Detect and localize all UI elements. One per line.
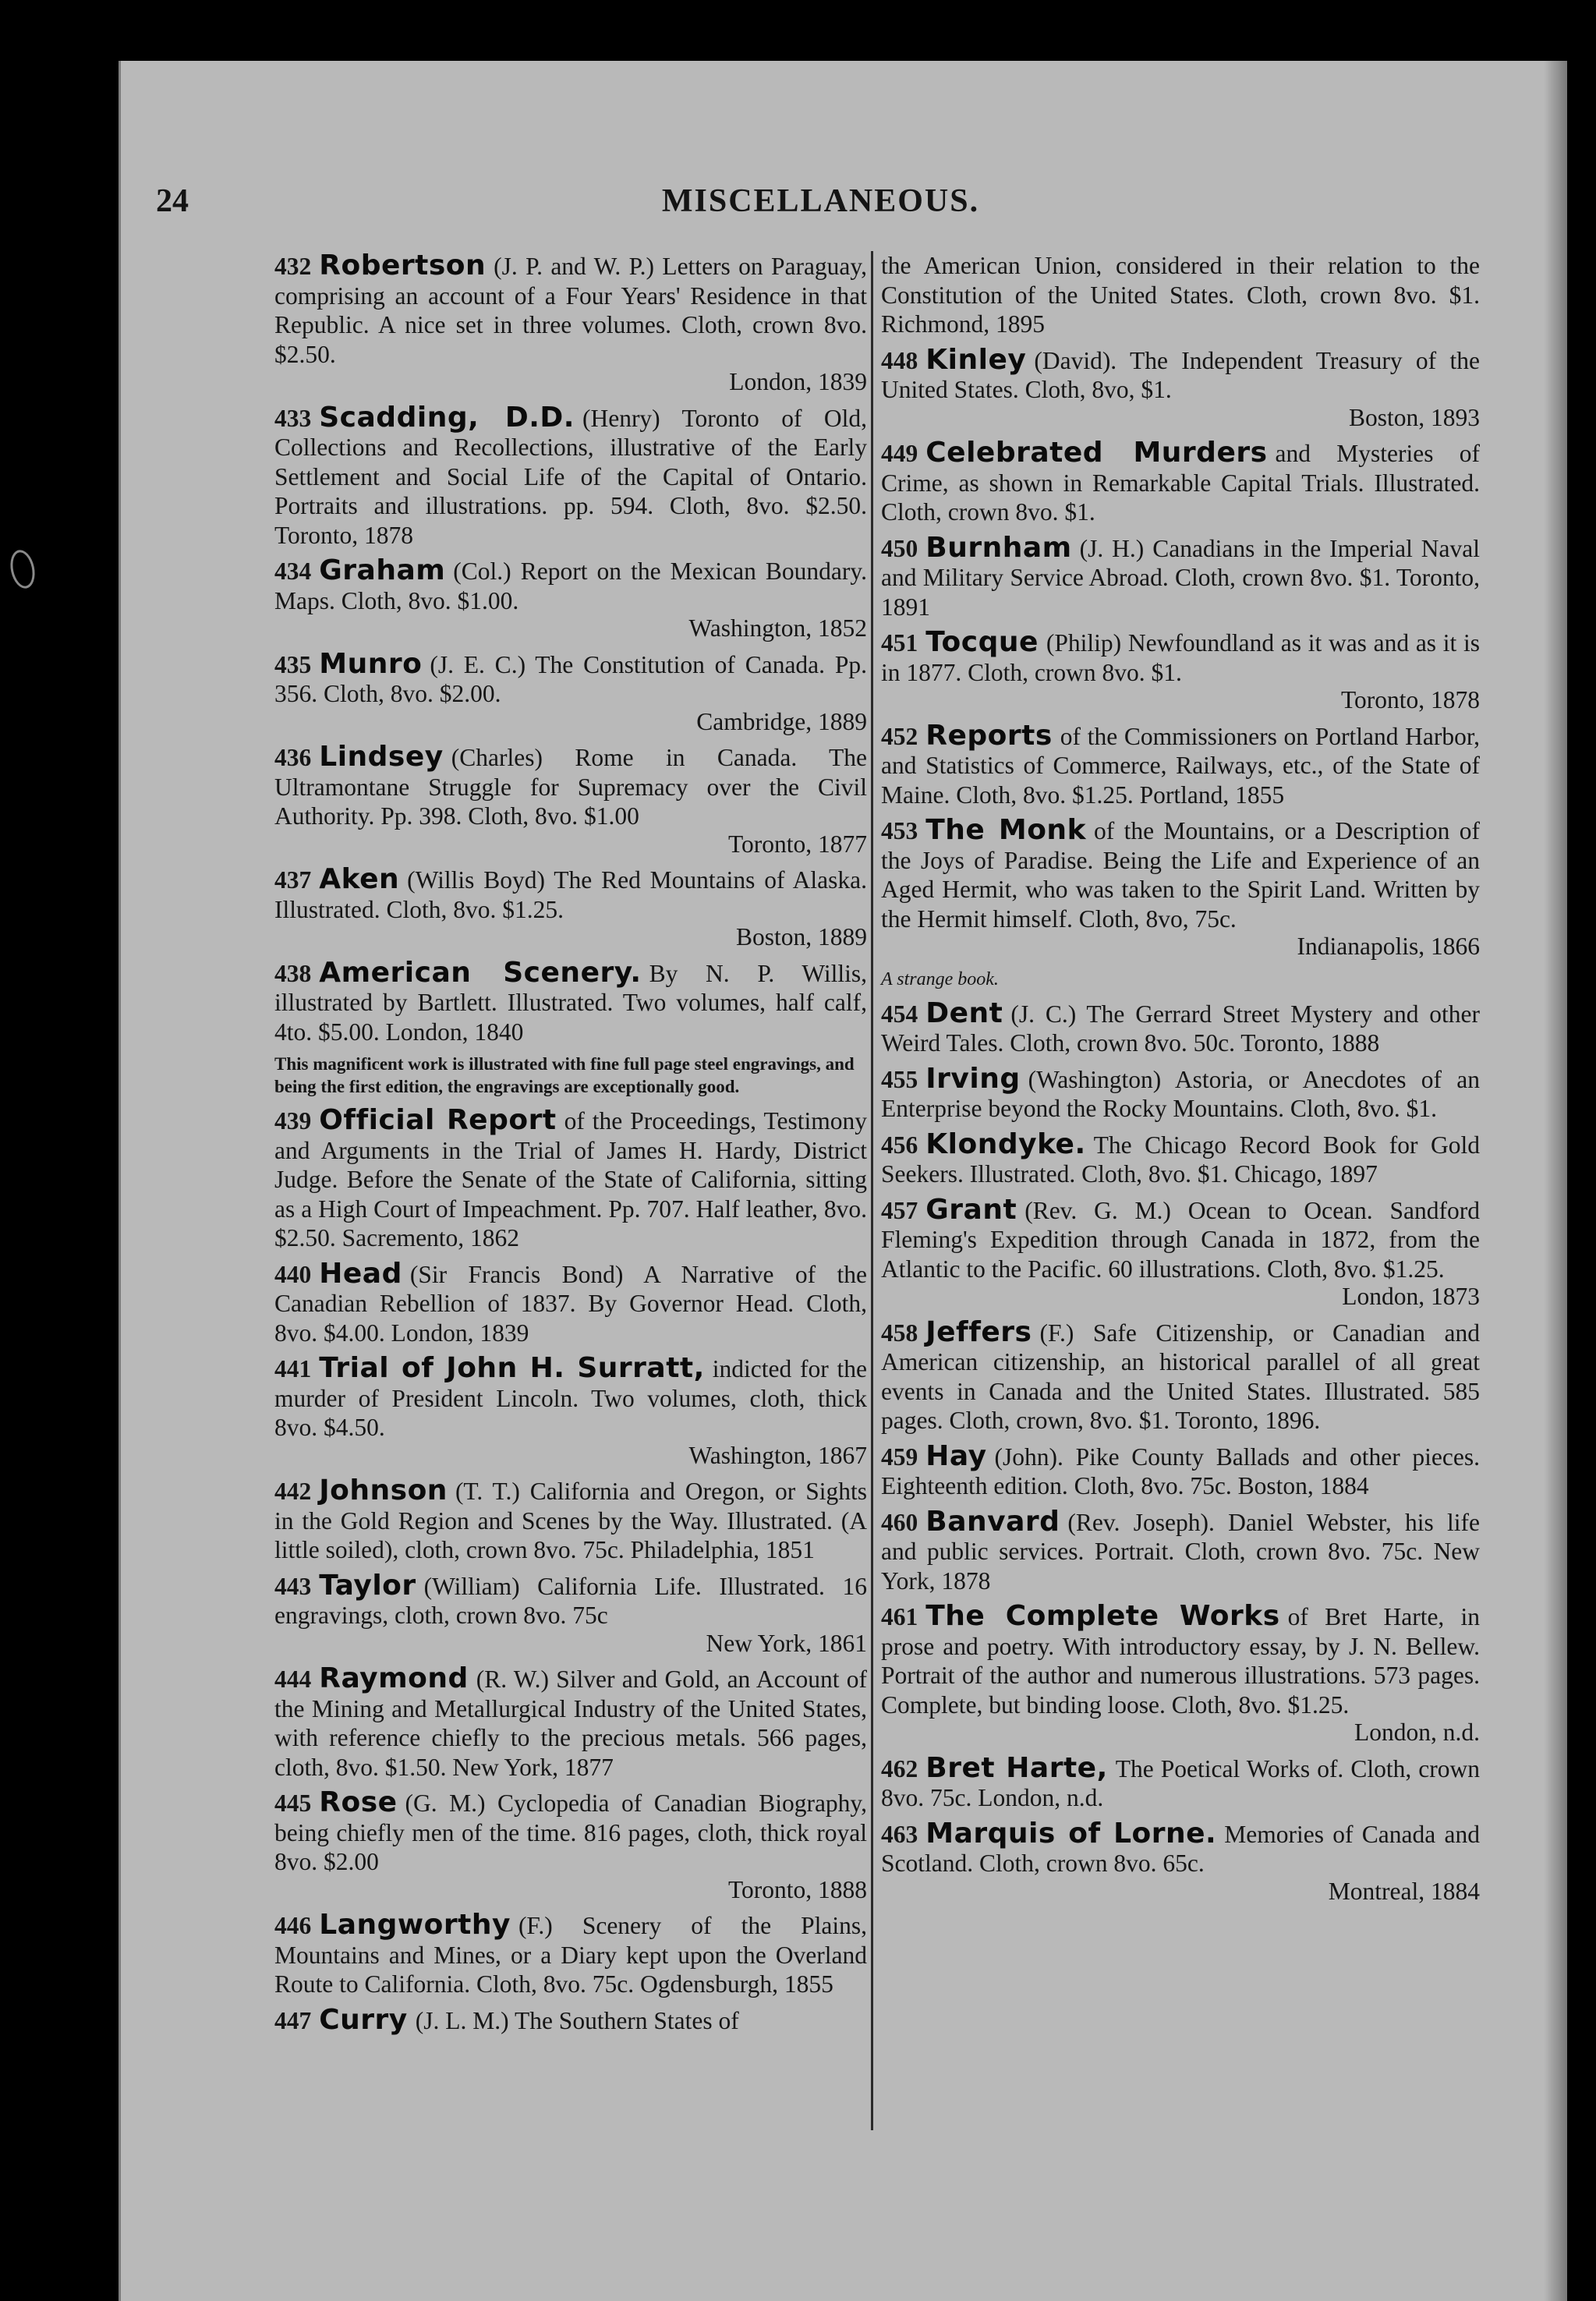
entry-author: Tocque [925,626,1039,658]
entry-author: Trial of John H. Surratt, [319,1352,705,1384]
entry-author: Grant [925,1193,1017,1226]
catalogue-entry [881,1315,1480,1435]
entry-number: 450 [881,534,918,562]
entry-number: 437 [274,866,312,894]
entry-number: 454 [881,1000,918,1028]
entry-author: The Monk [925,814,1087,846]
entry-author: Langworthy [319,1909,511,1941]
page-title: MISCELLANEOUS. [661,183,980,219]
entry-body [274,251,867,369]
entry-number: 432 [274,253,312,280]
entry-body [274,1106,867,1253]
entry-description: of the Proceedings, Testimony and Arguments in the Trial of James H. Hardy, District Judge. Before the Senate of the State of California, sitting as a High Court of Impeachment. Pp. 707. Half leather, 8vo. $2.50. Sacremento, 1862 [274,1107,867,1251]
entry-description: the American Union, considered in their relation to the Constitution of the United States. Cloth, crown 8vo. $1. Richmond, 1895 [881,252,1480,338]
entry-body [274,1571,867,1630]
entry-description: (Sir Francis Bond) A Narrative of the Canadian Rebellion of 1837. By Governor Head. Cloth, 8vo. $4.00. London, 1839 [274,1260,867,1347]
entry-description: (R. W.) Silver and Gold, an Account of the Mining and Metallurgical Industry of the United States, with reference chiefly to the precious metals. 566 pages, cloth, 8vo. $1.50. New York, 1877 [274,1666,867,1781]
entry-number: 442 [274,1478,312,1505]
catalogue-entry [881,1439,1480,1501]
entry-body [881,251,1480,339]
entry-author: Graham [319,554,446,586]
entry-number: 447 [274,2006,312,2034]
page-number: 24 [156,183,189,219]
catalogue-entry [274,1259,867,1348]
entry-imprint: London, 1873 [1342,1283,1480,1310]
entry-number: 448 [881,346,918,374]
entry-description: (William) California Life. Illustrated. 16 engravings, cloth, crown 8vo. 75c [274,1572,867,1629]
entry-author: Kinley [925,343,1027,376]
catalogue-entry [881,533,1480,622]
entry-imprint: London, 1839 [729,368,867,395]
entry-body [881,1602,1480,1719]
entry-author: Robertson [319,250,487,281]
entry-author: Head [319,1257,402,1290]
catalogue-entry [881,1602,1480,1747]
catalogue-entry [274,865,867,952]
entry-author: Klondyke. [925,1127,1086,1160]
entry-description: (Henry) Toronto of Old, Collections and Recollections, illustrative of the Early Settlement and Social Life of the Capital of Ontario. Portraits and illustrations. pp. 594. Cloth, 8vo. $2.50. Toronto, 1878 [274,404,868,549]
entry-body [881,1195,1480,1284]
catalogue-entry [274,1664,867,1782]
entry-author: American Scenery. [319,956,642,989]
entry-description: of the Commissioners on Portland Harbor, and Statistics of Commerce, Railways, etc., of the State of Maine. Cloth, 8vo. $1.25. Portland, 1855 [881,722,1480,809]
entry-imprint: Toronto, 1877 [727,830,867,858]
catalogue-entry [881,1819,1480,1906]
entry-number: 463 [881,1820,918,1848]
entry-description: By N. P. Willis, illustrated by Bartlett. Illustrated. Two volumes, half calf, 4to. $5.00. London, 1840 [274,959,868,1046]
catalogue-entry [881,345,1480,433]
entry-body [274,1788,867,1877]
entry-author: Irving [925,1062,1021,1095]
catalogue-entry [881,1751,1480,1813]
entry-author: Burnham [925,531,1072,564]
entry-number: 455 [881,1065,918,1093]
entry-description: The Poetical Works of. Cloth, crown 8vo. 75c. London, n.d. [881,1754,1480,1811]
entry-author: Rose [319,1786,398,1818]
entry-body [881,1507,1480,1596]
left-column [274,251,867,2041]
entry-body [881,533,1480,622]
entry-body [881,1127,1480,1189]
entry-number: 439 [274,1107,312,1135]
entry-body [274,958,867,1047]
catalogue-entry [274,958,867,1047]
entry-body [274,1259,867,1348]
catalogue-entry [881,1507,1480,1596]
entry-number: 443 [274,1572,312,1600]
entry-description: (J. P. and W. P.) Letters on Paraguay, comprising an account of a Four Years' Residence in that Republic. A nice set in three volumes. Cloth, crown 8vo. $2.50. [274,253,867,368]
entry-imprint: Montreal, 1884 [1328,1877,1480,1905]
entry-note: A strange book. [881,968,999,989]
catalogue-entry [881,628,1480,715]
entry-body [274,1664,867,1782]
entry-body [274,647,867,709]
entry-description: The Chicago Record Book for Gold Seekers. Illustrated. Cloth, 8vo. $1. Chicago, 1897 [881,1131,1480,1188]
entry-author: The Complete Works [925,1600,1280,1632]
entry-number: 458 [881,1319,918,1347]
entry-author: Raymond [319,1662,469,1694]
entry-number: 456 [881,1131,918,1159]
catalogue-entry [274,1788,867,1904]
entry-description: and Mysteries of Crime, as shown in Remarkable Capital Trials. Illustrated. Cloth, crown 8vo. $1. [881,440,1480,526]
catalogue-entry [881,816,1480,961]
entry-description: (F.) Safe Citizenship, or Canadian and American citizenship, an historical parallel of all great events in Canada and the United States. Illustrated. 585 pages. Cloth, crown, 8vo. $1. Toronto, 1896. [881,1319,1480,1434]
entry-description: (Willis Boyd) The Red Mountains of Alaska. Illustrated. Cloth, 8vo. $1.25. [274,866,867,923]
catalogue-entry [881,1064,1480,1124]
right-column [881,251,1480,1912]
entry-body [881,1064,1480,1124]
catalogue-entry [274,1354,867,1470]
entry-imprint: Boston, 1889 [735,923,867,950]
column-divider [871,251,873,2130]
entry-author: Dent [925,997,1003,1029]
entry-author: Lindsey [319,741,444,773]
entry-number: 434 [274,558,312,585]
entry-author: Bret Harte, [925,1751,1108,1784]
entry-body [274,742,867,831]
entry-author: Taylor [319,1569,416,1602]
entry-number: 457 [881,1196,918,1224]
entry-description: (J. C.) The Gerrard Street Mystery and other Weird Tales. Cloth, crown 8vo. 50c. Toronto, 1888 [881,1000,1480,1057]
entry-imprint: Indianapolis, 1866 [1297,933,1480,960]
entry-body [274,556,867,615]
entry-author: Jeffers [925,1315,1032,1348]
entry-imprint: Toronto, 1888 [727,1875,867,1903]
entry-author: Scadding, D.D. [319,401,575,434]
entry-author: Johnson [319,1474,448,1506]
catalogue-entry [274,742,867,858]
entry-author: Official Report [319,1104,557,1136]
entry-number: 438 [274,959,312,987]
entry-description: indicted for the murder of President Lincoln. Two volumes, cloth, thick 8vo. $4.50. [274,1355,867,1441]
entry-number: 452 [881,722,918,750]
entry-description: (Charles) Rome in Canada. The Ultramontane Struggle for Supremacy over the Civil Authority. Pp. 398. Cloth, 8vo. $1.00 [274,744,867,830]
entry-body [274,1354,867,1443]
entry-number: 441 [274,1355,312,1382]
page-gutter-shadow [1544,61,1567,2301]
entry-description: (J. E. C.) The Constitution of Canada. Pp. 356. Cloth, 8vo. $2.00. [274,650,867,707]
entry-body [881,999,1480,1058]
entry-number: 460 [881,1508,918,1536]
entry-author: Aken [319,863,400,895]
entry-author: Banvard [925,1505,1060,1538]
entry-note: This magnificent work is illustrated with fine full page steel engravings, and being the first edition, the engravings are exceptionally good. [274,1054,855,1096]
page-header [156,182,1485,229]
entry-description: (J. H.) Canadians in the Imperial Naval and Military Service Abroad. Cloth, crown 8vo. $1. Toronto, 1891 [881,534,1480,621]
entry-body [274,1476,867,1565]
entry-number: 451 [881,629,918,657]
catalogue-entry [881,1195,1480,1312]
entry-body [881,345,1480,405]
entry-body [881,1819,1480,1878]
catalogue-entry [881,721,1480,810]
catalogue-entry [881,251,1480,339]
entry-imprint: Cambridge, 1889 [696,707,867,735]
entry-body [881,1751,1480,1813]
entry-body [881,438,1480,527]
entry-description: Memories of Canada and Scotland. Cloth, crown 8vo. 65c. [881,1820,1480,1877]
entry-author: Curry [319,2003,408,2036]
entry-number: 444 [274,1666,312,1693]
entry-number: 459 [881,1443,918,1471]
entry-number: 462 [881,1754,918,1782]
catalogue-entry [274,1476,867,1565]
catalogue-entry [274,1910,867,1999]
entry-description: (David). The Independent Treasury of the United States. Cloth, 8vo, $1. [881,346,1480,403]
catalogue-entry [274,647,867,737]
entry-description: of the Mountains, or a Description of the Joys of Paradise. Being the Life and Experience of an Aged Hermit, who was taken to the Spirit Land. Written by the Hermit himself. Cloth, 8vo, 75c. [881,817,1480,933]
entry-body [274,403,867,550]
entry-imprint: Toronto, 1878 [1340,686,1480,713]
entry-body [881,1439,1480,1501]
catalogue-entry [881,1127,1480,1189]
entry-body [274,1910,867,1999]
margin-ring-mark [7,547,38,590]
catalogue-entry [274,556,867,643]
catalogue-entry [274,1571,867,1658]
catalogue-entry [274,403,867,550]
catalogue-entry [274,2005,867,2036]
entry-description: (T. T.) California and Oregon, or Sights in the Gold Region and Scenes by the Way. Illustrated. (A little soiled), cloth, crown 8vo. 75c. Philadelphia, 1851 [274,1478,867,1563]
entry-description: (Col.) Report on the Mexican Boundary. Maps. Cloth, 8vo. $1.00. [274,558,867,614]
entry-body [274,2005,867,2036]
catalogue-entry [274,251,867,397]
entry-description: (Philip) Newfoundland as it was and as it is in 1877. Cloth, crown 8vo. $1. [881,629,1480,686]
entry-author: Hay [925,1439,987,1472]
entry-number: 446 [274,1912,312,1939]
catalogue-entry [881,438,1480,527]
entry-description: (Rev. Joseph). Daniel Webster, his life and public services. Portrait. Cloth, crown 8vo. 75c. New York, 1878 [881,1508,1480,1595]
entry-body [881,816,1480,933]
entry-description: of Bret Harte, in prose and poetry. With introductory essay, by J. N. Bellew. Portrait of the author and numerous illustrations. 573 pages. Complete, but binding loose. Cloth, 8vo. $1.25. [881,1603,1480,1719]
entry-number: 445 [274,1789,312,1817]
entry-description: (F.) Scenery of the Plains, Mountains and Mines, or a Diary kept upon the Overland Route to California. Cloth, 8vo. 75c. Ogdensburgh, 1855 [274,1912,867,1998]
entry-description: (J. L. M.) The Southern States of [415,2006,739,2034]
entry-number: 440 [274,1260,312,1288]
entry-number: 435 [274,650,312,678]
entry-number: 461 [881,1603,918,1630]
entry-number: 453 [881,817,918,844]
entry-body [881,1315,1480,1435]
entry-number: 433 [274,404,312,432]
catalogue-entry [881,999,1480,1058]
entry-description: (G. M.) Cyclopedia of Canadian Biography, being chiefly men of the time. 816 pages, cloth, thick royal 8vo. $2.00 [274,1789,867,1875]
entry-author: Celebrated Murders [925,437,1268,469]
entry-imprint: London, n.d. [1354,1719,1480,1746]
entry-author: Munro [319,647,423,680]
entry-imprint: Boston, 1893 [1348,403,1480,431]
entry-body [274,865,867,924]
entry-author: Marquis of Lorne. [925,1817,1217,1850]
entry-imprint: New York, 1861 [706,1629,867,1657]
entry-imprint: Washington, 1867 [688,1441,867,1469]
entry-imprint: Washington, 1852 [688,614,867,642]
entry-number: 436 [274,744,312,771]
entry-body [881,628,1480,687]
entry-body [881,721,1480,810]
entry-number: 449 [881,440,918,467]
entry-description: (John). Pike County Ballads and other pieces. Eighteenth edition. Cloth, 8vo. 75c. Boston, 1884 [881,1443,1480,1499]
catalogue-entry [274,1106,867,1253]
entry-description: (Washington) Astoria, or Anecdotes of an Enterprise beyond the Rocky Mountains. Cloth, 8vo. $1. [881,1065,1480,1122]
entry-description: (Rev. G. M.) Ocean to Ocean. Sandford Fleming's Expedition through Canada in 1872, from the Atlantic to the Pacific. 60 illustrations. Cloth, 8vo. $1.25. [881,1196,1480,1283]
entry-author: Reports [925,719,1053,752]
